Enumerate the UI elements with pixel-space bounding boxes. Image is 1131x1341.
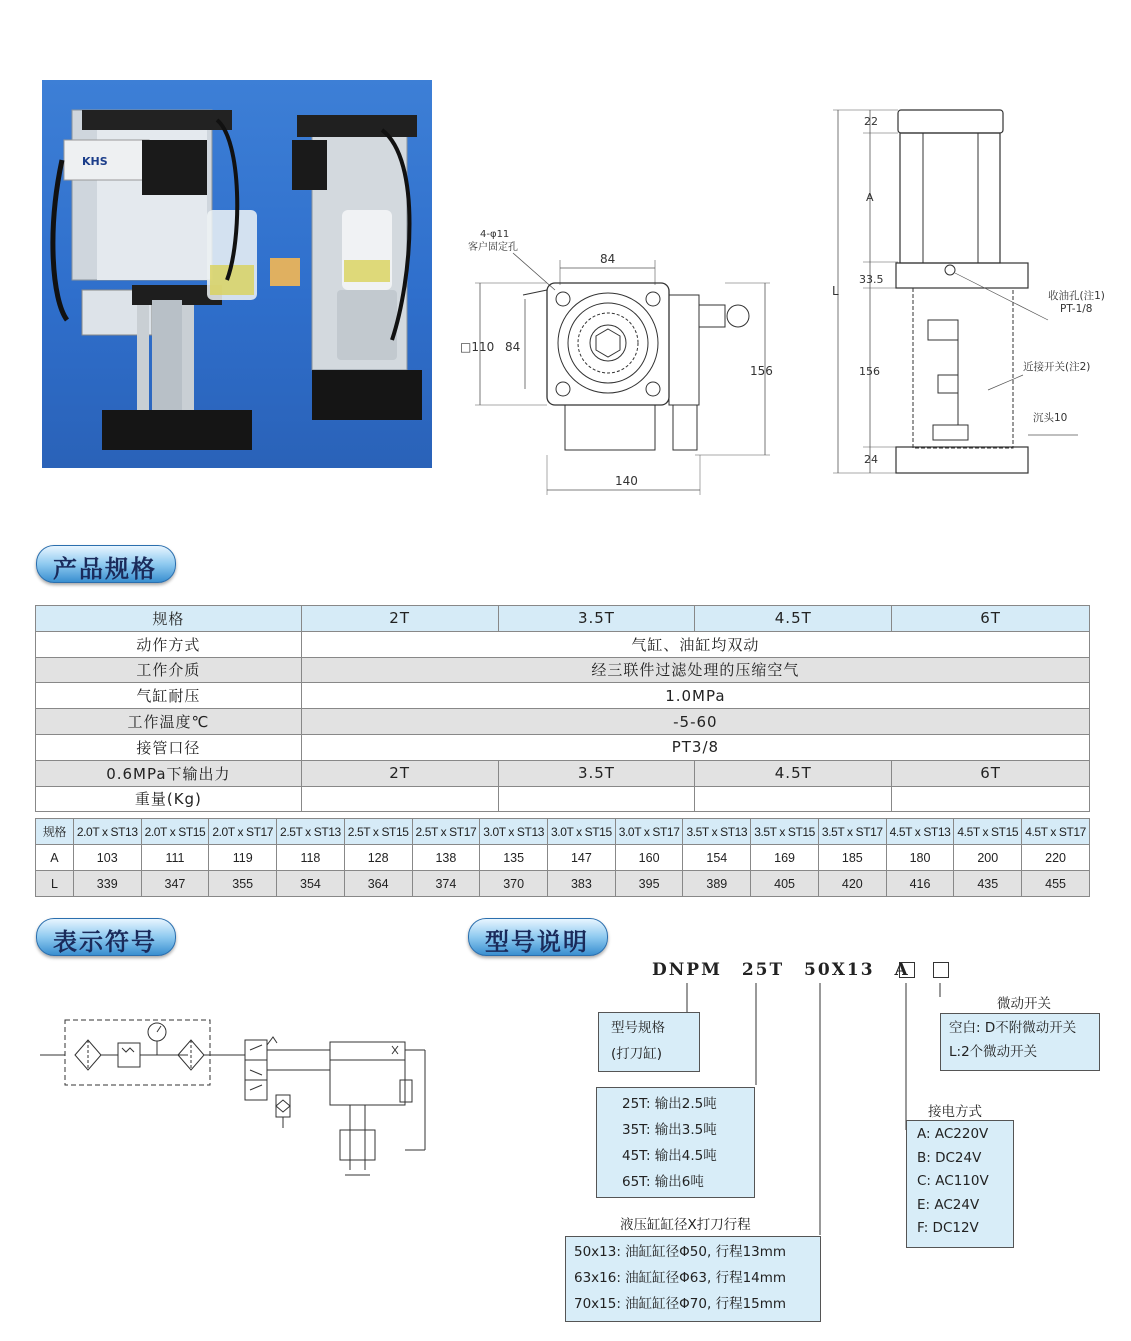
dims-cell: 154 — [683, 845, 751, 871]
model-box-force-line: 35T: 输出3.5吨 — [622, 1122, 717, 1138]
dims-header-label: 规格 — [36, 819, 74, 845]
spec-row — [36, 657, 1090, 683]
model-box-switch-line: L:2个微动开关 — [949, 1044, 1038, 1060]
spec-row — [36, 734, 1090, 760]
dims-header-cell: 3.0T x ST13 — [480, 819, 548, 845]
dims-cell: 364 — [344, 871, 412, 897]
dims-cell: 374 — [412, 871, 480, 897]
spec-row — [36, 631, 1090, 657]
model-bore-title: 液压缸缸径X打刀行程 — [620, 1217, 751, 1233]
dim-33-5: 33.5 — [859, 273, 884, 286]
dims-header-cell: 2.0T x ST17 — [209, 819, 277, 845]
model-box-force-line: 65T: 输出6吨 — [622, 1174, 704, 1190]
model-code-bore: 50X13 — [804, 960, 875, 980]
dims-cell: 103 — [73, 845, 141, 871]
product-photo — [42, 80, 432, 468]
spec-row-label: 动作方式 — [36, 631, 302, 657]
dims-row-A — [36, 845, 1090, 871]
dim-left-84: 84 — [505, 340, 521, 354]
spec-row-label: 工作温度℃ — [36, 709, 302, 735]
dims-row-label: A — [36, 845, 74, 871]
dims-cell: 339 — [73, 871, 141, 897]
dims-cell: 185 — [818, 845, 886, 871]
dims-header-cell: 4.5T x ST17 — [1022, 819, 1090, 845]
dims-row-L — [36, 871, 1090, 897]
spec-row-value: 经三联件过滤处理的压缩空气 — [301, 657, 1089, 683]
spec-weight-label: 重量(Kg) — [36, 786, 302, 812]
front-view-drawing — [455, 215, 785, 500]
dims-cell: 405 — [751, 871, 819, 897]
dims-header-cell: 2.5T x ST13 — [277, 819, 345, 845]
model-box-power-line: C: AC110V — [917, 1173, 989, 1189]
model-code-series: DNPM — [652, 960, 722, 980]
dims-cell: 180 — [886, 845, 954, 871]
dim-22: 22 — [864, 115, 878, 128]
spec-row-value: 气缸、油缸均双动 — [301, 631, 1089, 657]
dim-L: L — [832, 284, 839, 298]
spec-section-header — [36, 545, 176, 583]
spec-weight-cell — [695, 786, 892, 812]
spec-force-cell: 6T — [892, 760, 1090, 786]
dim-right-156: 156 — [750, 364, 773, 378]
dims-header-cell: 2.0T x ST15 — [141, 819, 209, 845]
spec-row-value: -5-60 — [301, 709, 1089, 735]
dims-cell: 135 — [480, 845, 548, 871]
model-power-title: 接电方式 — [928, 1104, 982, 1120]
model-box-switch — [940, 1013, 1100, 1071]
dim-A: A — [866, 191, 874, 204]
model-box-power — [906, 1120, 1014, 1248]
spec-force-cell: 4.5T — [695, 760, 892, 786]
dims-row-label: L — [36, 871, 74, 897]
dims-cell: 118 — [277, 845, 345, 871]
dims-cell: 455 — [1022, 871, 1090, 897]
dims-cell: 389 — [683, 871, 751, 897]
dims-cell: 111 — [141, 845, 209, 871]
model-box-bore-line: 63x16: 油缸缸径Φ63, 行程14mm — [574, 1270, 787, 1286]
dims-header-row — [36, 819, 1090, 845]
model-code-force: 25T — [741, 960, 785, 980]
model-box-power-line: A: AC220V — [917, 1126, 989, 1142]
dims-header-cell: 2.5T x ST17 — [412, 819, 480, 845]
dims-header-cell: 3.0T x ST17 — [615, 819, 683, 845]
dims-cell: 383 — [548, 871, 616, 897]
dims-header-cell: 3.5T x ST13 — [683, 819, 751, 845]
spec-row-label: 接管口径 — [36, 734, 302, 760]
model-section-header — [468, 918, 608, 956]
model-box-bore — [565, 1236, 821, 1322]
spec-header-cell: 6T — [892, 606, 1090, 632]
symbol-section-title: 表示符号 — [53, 927, 157, 956]
model-box-power-line: E: AC24V — [917, 1196, 980, 1213]
model-switch-title: 微动开关 — [997, 996, 1051, 1012]
hole-note-2: 客户固定孔 — [468, 242, 518, 253]
dims-cell: 160 — [615, 845, 683, 871]
model-code-power: A — [894, 960, 910, 980]
model-box-series — [598, 1012, 700, 1072]
dims-header-cell: 4.5T x ST13 — [886, 819, 954, 845]
dims-cell: 435 — [954, 871, 1022, 897]
model-section-title: 型号说明 — [485, 927, 589, 956]
pneumatic-symbol-diagram — [40, 1010, 440, 1180]
dims-cell: 420 — [818, 871, 886, 897]
model-box-power-line: B: DC24V — [917, 1149, 982, 1166]
hole-note: 4-φ11 — [480, 229, 510, 240]
dims-cell: 119 — [209, 845, 277, 871]
spec-force-row — [36, 760, 1090, 786]
dims-cell: 138 — [412, 845, 480, 871]
spec-weight-cell — [892, 786, 1090, 812]
symbol-section-header — [36, 918, 176, 956]
model-box-force-line: 25T: 输出2.5吨 — [622, 1096, 717, 1112]
spec-row — [36, 709, 1090, 735]
spec-force-label: 0.6MPa下输出力 — [36, 760, 302, 786]
spec-header-row — [36, 606, 1090, 632]
oil-hole-thread: PT-1/8 — [1060, 303, 1093, 315]
spec-row-value: 1.0MPa — [301, 683, 1089, 709]
spec-header-cell: 2T — [301, 606, 498, 632]
side-view-drawing — [828, 95, 1123, 490]
spec-header-cell: 3.5T — [498, 606, 695, 632]
dims-cell: 354 — [277, 871, 345, 897]
photo-brand: KHS — [82, 155, 108, 168]
spec-row — [36, 683, 1090, 709]
spec-force-cell: 2T — [301, 760, 498, 786]
spec-header-cell: 4.5T — [695, 606, 892, 632]
dims-cell: 355 — [209, 871, 277, 897]
dims-cell: 200 — [954, 845, 1022, 871]
model-box-bore-line: 70x15: 油缸缸径Φ70, 行程15mm — [574, 1296, 787, 1312]
dims-header-cell: 4.5T x ST15 — [954, 819, 1022, 845]
proximity-switch-label: 近接开关(注2) — [1023, 361, 1091, 373]
dims-header-cell: 3.5T x ST15 — [751, 819, 819, 845]
dim-bottom-140: 140 — [615, 474, 638, 488]
dims-cell: 370 — [480, 871, 548, 897]
counterbore-label: 沉头10 — [1033, 412, 1068, 424]
model-box-switch-line: 空白: D不附微动开关 — [949, 1020, 1077, 1036]
dims-cell: 347 — [141, 871, 209, 897]
dims-header-cell: 3.0T x ST15 — [548, 819, 616, 845]
dim-156: 156 — [859, 365, 880, 378]
dim-24: 24 — [864, 453, 878, 466]
dims-header-cell: 2.0T x ST13 — [73, 819, 141, 845]
model-box-series-line: 型号规格 — [611, 1020, 665, 1036]
dim-left-110: □110 — [460, 340, 495, 354]
model-box-bore-line: 50x13: 油缸缸径Φ50, 行程13mm — [574, 1244, 787, 1260]
model-box-power-line: F: DC12V — [917, 1220, 979, 1236]
dims-header-cell: 2.5T x ST15 — [344, 819, 412, 845]
dims-table — [35, 818, 1090, 897]
dims-cell: 395 — [615, 871, 683, 897]
model-box-series-line: (打刀缸) — [611, 1046, 663, 1062]
spec-row-label: 气缸耐压 — [36, 683, 302, 709]
spec-weight-row — [36, 786, 1090, 812]
spec-section-title: 产品规格 — [53, 554, 157, 583]
spec-weight-cell — [498, 786, 695, 812]
dims-cell: 147 — [548, 845, 616, 871]
model-box-force-line: 45T: 输出4.5吨 — [622, 1148, 717, 1164]
spec-row-value: PT3/8 — [301, 734, 1089, 760]
model-box-force — [596, 1087, 755, 1198]
dims-cell: 220 — [1022, 845, 1090, 871]
dim-top-84: 84 — [600, 252, 616, 266]
dims-cell: 128 — [344, 845, 412, 871]
spec-row-label: 工作介质 — [36, 657, 302, 683]
spec-weight-cell — [301, 786, 498, 812]
spec-force-cell: 3.5T — [498, 760, 695, 786]
oil-hole-label: 收油孔(注1) — [1048, 290, 1105, 302]
dims-header-cell: 3.5T x ST17 — [818, 819, 886, 845]
spec-table — [35, 605, 1090, 812]
dims-cell: 169 — [751, 845, 819, 871]
spec-header-label: 规格 — [36, 606, 302, 632]
dims-cell: 416 — [886, 871, 954, 897]
